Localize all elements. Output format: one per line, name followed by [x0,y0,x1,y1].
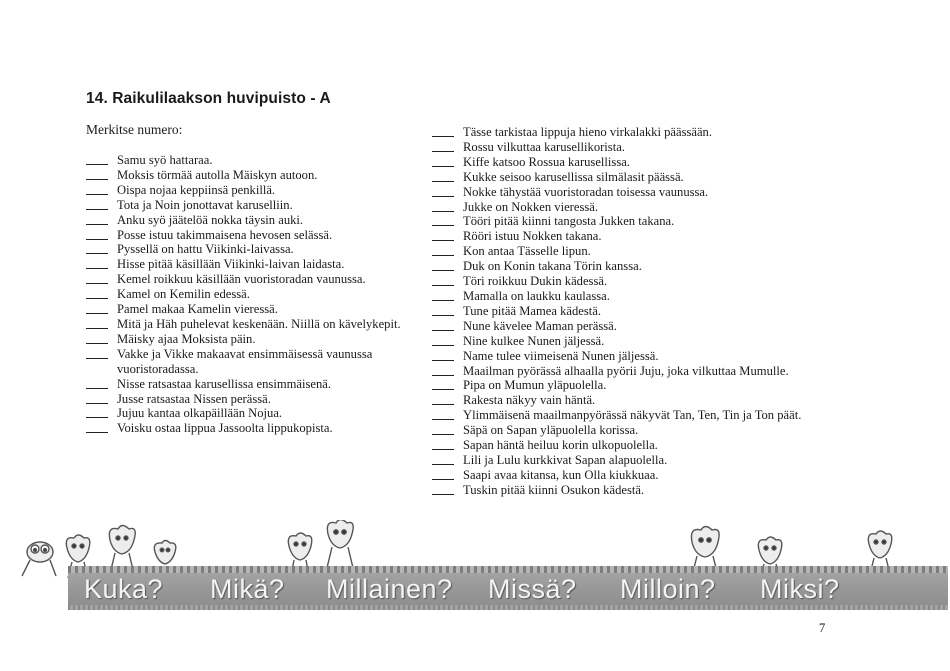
list-item [432,304,827,319]
item-text: Nisse ratsastaa karusellissa ensimmäisenä. [117,376,332,391]
answer-blank[interactable] [432,424,454,435]
answer-blank[interactable] [432,379,454,390]
list-item [86,272,406,287]
item-text: Tota ja Noin jonottavat karuselliin. [117,197,293,212]
answer-blank[interactable] [432,439,454,450]
list-item [86,168,406,183]
list-item [432,483,827,498]
item-text: Name tulee viimeisenä Nunen jäljessä. [463,348,659,363]
item-text: Rossu vilkuttaa karusellikorista. [463,139,625,154]
list-item [432,274,827,289]
item-text: Rakesta näkyy vain häntä. [463,393,596,408]
item-text: Jukke on Nokken vieressä. [463,199,599,214]
list-item [432,393,827,408]
critter-icon [326,520,354,572]
answer-blank[interactable] [86,229,108,240]
answer-blank[interactable] [432,126,454,137]
page-number: 7 [819,621,826,635]
answer-blank[interactable] [432,245,454,256]
banner-word-milloin: Milloin? [620,574,716,604]
item-text: Nine kulkee Nunen jäljessä. [463,333,605,348]
item-text: Tässe tarkistaa lippuja hieno virkalakki päässään. [463,125,712,139]
question-word-banner [68,566,948,610]
answer-blank[interactable] [86,318,108,329]
answer-blank[interactable] [86,393,108,404]
list-item [86,198,406,213]
answer-blank[interactable] [432,290,454,301]
item-text: Kiffe katsoo Rossua karusellissa. [463,154,630,169]
item-text: Tune pitää Mamea kädestä. [463,303,602,318]
answer-blank[interactable] [86,407,108,418]
answer-blank[interactable] [86,258,108,269]
item-text: Jujuu kantaa olkapäillään Nojua. [117,406,283,421]
answer-blank[interactable] [86,348,108,359]
item-text: Kukke seisoo karusellissa silmälasit päässä. [463,169,684,184]
answer-blank[interactable] [432,156,454,167]
item-text: Hisse pitää käsillään Viikinki-laivan laidasta. [117,257,345,272]
list-item [432,229,827,244]
answer-blank[interactable] [432,275,454,286]
item-text: Saapi avaa kitansa, kun Olla kiukkuaa. [463,467,659,482]
answer-blank[interactable] [432,230,454,241]
item-text: Pamel makaa Kamelin vieressä. [117,302,278,317]
list-item [86,257,406,272]
item-text: Ylimmäisenä maailmanpyörässä näkyvät Tan, Ten, Tin ja Ton päät. [463,408,802,423]
banner-word-kuka: Kuka? [84,574,164,604]
answer-blank[interactable] [86,378,108,389]
list-item [432,364,827,379]
item-text: Pyssellä on hattu Viikinki-laivassa. [117,242,294,257]
answer-blank[interactable] [432,484,454,495]
list-item [432,155,827,170]
item-text: Maailman pyörässä alhaalla pyörii Juju, joka vilkuttaa Mumulle. [463,363,789,378]
list-item [432,289,827,304]
answer-blank[interactable] [86,199,108,210]
item-text: Duk on Konin takana Törin kanssa. [463,259,642,274]
item-text: Mäisky ajaa Moksista päin. [117,331,256,346]
list-item [432,423,827,438]
item-text: Nokke tähystää vuoristoradan toisessa vaunussa. [463,184,709,199]
item-text: Nune kävelee Maman perässä. [463,318,617,333]
answer-blank[interactable] [86,333,108,344]
list-item [432,140,827,155]
list-item [86,287,406,302]
item-text: Oispa nojaa keppiinsä penkillä. [117,182,276,197]
instruction-text: Merkitse numero: [86,122,183,137]
item-text: Pipa on Mumun yläpuolella. [463,378,607,393]
answer-blank[interactable] [432,394,454,405]
answer-blank[interactable] [86,184,108,195]
answer-blank[interactable] [86,214,108,225]
item-text: Kon antaa Tässelle lipun. [463,244,591,259]
list-item [86,183,406,198]
answer-blank[interactable] [432,215,454,226]
banner-word-miksi: Miksi? [760,574,840,604]
answer-blank[interactable] [432,260,454,271]
answer-blank[interactable] [432,350,454,361]
list-item [86,421,406,436]
list-item [86,153,406,168]
answer-blank[interactable] [86,273,108,284]
left-item-list [86,153,406,436]
list-item [432,349,827,364]
answer-blank[interactable] [432,409,454,420]
banner-word-mika: Mikä? [210,574,285,604]
item-text: Tuskin pitää kiinni Osukon kädestä. [463,482,645,497]
answer-blank[interactable] [432,171,454,182]
list-item [432,453,827,468]
list-item [432,378,827,393]
banner-word-millainen: Millainen? [326,574,453,604]
list-item [86,317,406,332]
critter-icon [22,542,56,576]
answer-blank[interactable] [432,454,454,465]
list-item [432,200,827,215]
list-item [432,334,827,349]
list-item [432,214,827,229]
item-text: Posse istuu takimmaisena hevosen selässä. [117,227,333,242]
list-item [432,244,827,259]
list-item [432,468,827,483]
item-text: Mamalla on laukku kaulassa. [463,288,610,303]
list-item [432,438,827,453]
answer-blank[interactable] [432,201,454,212]
answer-blank[interactable] [432,365,454,376]
answer-blank[interactable] [86,154,108,165]
list-item [86,406,406,421]
answer-blank[interactable] [86,288,108,299]
banner-word-missa: Missä? [488,574,577,604]
list-item [432,170,827,185]
page-title: 14. Raikulilaakson huvipuisto - A [86,90,331,107]
list-item [86,347,406,377]
item-text: Moksis törmää autolla Mäiskyn autoon. [117,167,318,182]
answer-blank[interactable] [432,469,454,480]
item-text: Säpä on Sapan yläpuolella korissa. [463,423,639,438]
item-text: Voisku ostaa lippua Jassoolta lippukopista. [117,421,333,436]
item-text: Rööri istuu Nokken takana. [463,229,602,244]
answer-blank[interactable] [86,243,108,254]
item-text: Töri roikkuu Dukin kädessä. [463,274,608,289]
answer-blank[interactable] [432,335,454,346]
list-item [432,319,827,334]
item-text: Sapan häntä heiluu korin ulkopuolella. [463,438,658,453]
answer-blank[interactable] [432,320,454,331]
answer-blank[interactable] [432,141,454,152]
list-item [432,125,827,140]
item-text: Vakke ja Vikke makaavat ensimmäisessä vaunussa vuoristoradassa. [117,346,373,376]
list-item [86,213,406,228]
item-text: Mitä ja Häh puhelevat keskenään. Niillä on kävelykepit. [117,316,401,331]
item-text: Jusse ratsastaa Nissen perässä. [117,391,271,406]
critter-icon [154,541,176,565]
answer-blank[interactable] [86,422,108,433]
list-item [86,377,406,392]
list-item [432,408,827,423]
item-text: Kamel on Kemilin edessä. [117,287,250,302]
answer-blank[interactable] [432,305,454,316]
list-item [86,332,406,347]
answer-blank[interactable] [86,169,108,180]
item-text: Kemel roikkuu käsillään vuoristoradan vaunussa. [117,272,366,287]
list-item [86,302,406,317]
list-item [86,228,406,243]
answer-blank[interactable] [432,186,454,197]
item-text: Anku syö jäätelöä nokka täysin auki. [117,212,304,227]
right-item-list [432,125,827,498]
item-text: Tööri pitää kiinni tangosta Jukken takana. [463,214,675,229]
item-text: Lili ja Lulu kurkkivat Sapan alapuolella. [463,452,668,467]
item-text: Samu syö hattaraa. [117,153,213,167]
list-item [432,185,827,200]
list-item [432,259,827,274]
list-item [86,392,406,407]
list-item [86,242,406,257]
answer-blank[interactable] [86,303,108,314]
